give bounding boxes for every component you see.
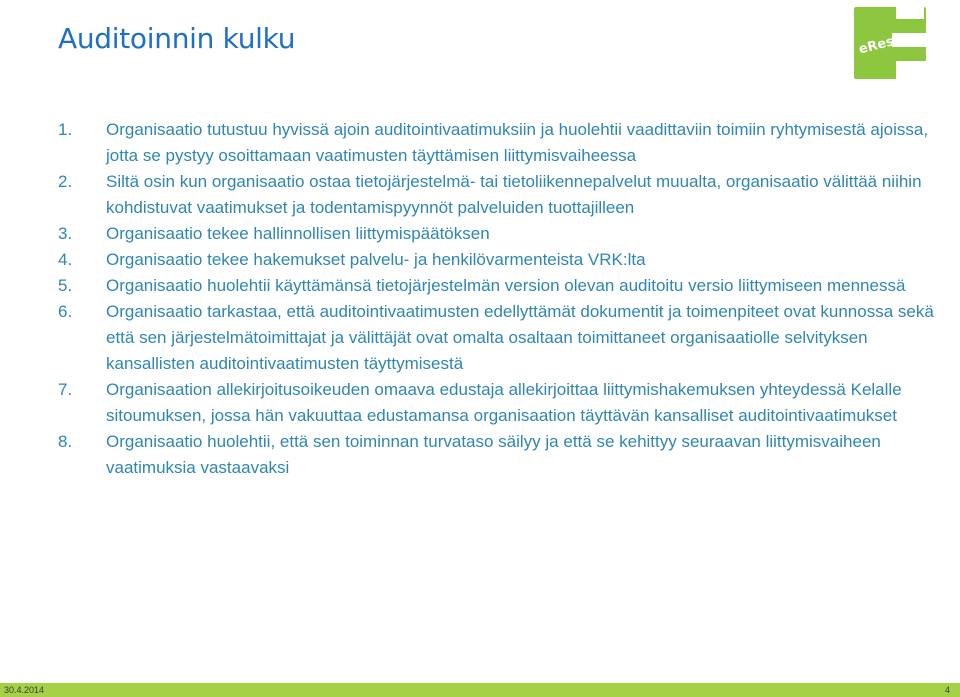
list-item [58, 299, 938, 377]
footer-date: 30.4.2014 [4, 685, 45, 695]
step-text: Organisaatio tutustuu hyvissä ajoin auditointivaatimuksiin ja huolehtii vaadittaviin toimiin ryhtymisestä ajoissa, jotta se pystyy osoittamaan vaatimusten täyttämisen liittymisvaiheessa [106, 120, 929, 165]
step-number: 2. [58, 172, 73, 191]
list-item [58, 377, 938, 429]
page-title: Auditoinnin kulku [58, 22, 296, 55]
audit-steps-list [58, 117, 938, 481]
step-text: Siltä osin kun organisaatio ostaa tietojärjestelmä- tai tietoliikennepalvelut muualta, organisaatio välittää niihin kohdistuvat vaatimukset ja todentamispyynnöt palveluiden tuottajilleen [106, 172, 922, 217]
step-text: Organisaatio tarkastaa, että auditointivaatimusten edellyttämät dokumentit ja toimenpiteet ovat kunnossa sekä että sen järjestelmätoimittajat ja välittäjät ovat omalta osaltaan toimittaneet organisaatiolle selvityksen kansallisten auditointivaatimusten täyttymisestä [106, 302, 934, 373]
list-item [58, 221, 938, 247]
list-item [58, 273, 938, 299]
step-number: 5. [58, 276, 73, 295]
step-number: 3. [58, 224, 73, 243]
list-item [58, 247, 938, 273]
step-number: 4. [58, 250, 73, 269]
step-number: 1. [58, 120, 73, 139]
step-number: 7. [58, 380, 73, 399]
erespa-logo-icon [852, 3, 930, 81]
step-text: Organisaatio huolehtii käyttämänsä tietojärjestelmän version olevan auditoitu versio liittymiseen mennessä [106, 276, 906, 295]
step-text: Organisaation allekirjoitusoikeuden omaava edustaja allekirjoittaa liittymishakemuksen yhteydessä Kelalle sitoumuksen, jossa hän vakuuttaa edustamansa organisaation täyttävän kansalliset auditointivaatimukset [106, 380, 902, 425]
step-number: 8. [58, 432, 73, 451]
step-text: Organisaatio tekee hakemukset palvelu- ja henkilövarmenteista VRK:lta [106, 250, 646, 269]
step-number: 6. [58, 302, 73, 321]
list-item [58, 169, 938, 221]
step-text: Organisaatio huolehtii, että sen toiminnan turvataso säilyy ja että se kehittyy seuraavan liittymisvaiheen vaatimuksia vastaavaksi [106, 432, 881, 477]
erespa-logo [852, 3, 930, 81]
list-item [58, 429, 938, 481]
step-text: Organisaatio tekee hallinnollisen liittymispäätöksen [106, 224, 490, 243]
logo-text: eRespa [857, 29, 913, 58]
list-item [58, 117, 938, 169]
footer-bar [0, 683, 960, 697]
page-number: 4 [944, 685, 950, 695]
